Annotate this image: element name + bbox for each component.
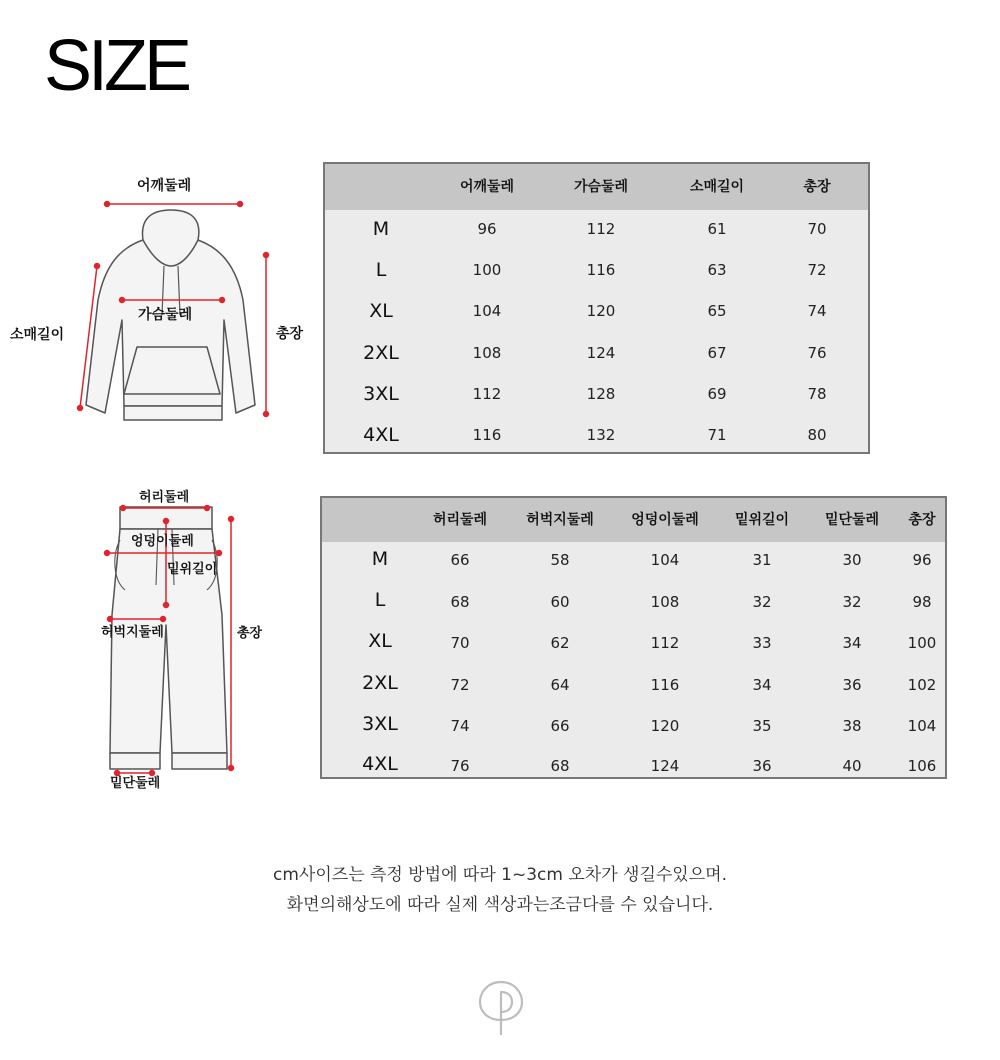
value-cell: 80 bbox=[807, 426, 827, 444]
value-cell: 62 bbox=[550, 634, 570, 652]
value-cell: 32 bbox=[752, 593, 772, 611]
size-label: 4XL bbox=[363, 424, 399, 446]
value-cell: 120 bbox=[650, 717, 680, 735]
value-cell: 74 bbox=[450, 717, 470, 735]
value-cell: 124 bbox=[650, 757, 680, 775]
top-header-shoulder: 어깨둘레 bbox=[459, 179, 515, 195]
gp-monogram-logo-icon bbox=[476, 978, 526, 1036]
size-label: L bbox=[375, 259, 387, 281]
value-cell: 36 bbox=[842, 676, 862, 694]
value-cell: 120 bbox=[586, 302, 616, 320]
bottom-size-table bbox=[320, 496, 947, 779]
size-label: 3XL bbox=[362, 713, 398, 735]
label-hip: 엉덩이둘레 bbox=[131, 534, 194, 549]
value-cell: 98 bbox=[912, 593, 932, 611]
value-cell: 116 bbox=[586, 261, 616, 279]
value-cell: 38 bbox=[842, 717, 862, 735]
bottom-header-thigh: 허벅지둘레 bbox=[526, 512, 594, 528]
value-cell: 100 bbox=[907, 634, 937, 652]
value-cell: 66 bbox=[550, 717, 570, 735]
size-label: 4XL bbox=[362, 753, 398, 775]
value-cell: 112 bbox=[472, 385, 502, 403]
top-header-chest: 가슴둘레 bbox=[573, 179, 629, 195]
hoodie-illustration bbox=[0, 170, 320, 440]
bottom-header-rise: 밑위길이 bbox=[734, 512, 790, 528]
bottom-header-hem: 밑단둘레 bbox=[824, 512, 880, 528]
size-label: 3XL bbox=[363, 383, 399, 405]
value-cell: 64 bbox=[550, 676, 570, 694]
value-cell: 68 bbox=[450, 593, 470, 611]
size-label: L bbox=[374, 589, 386, 611]
value-cell: 128 bbox=[586, 385, 616, 403]
value-cell: 32 bbox=[842, 593, 862, 611]
value-cell: 68 bbox=[550, 757, 570, 775]
label-hem: 밑단둘레 bbox=[110, 776, 161, 791]
value-cell: 96 bbox=[477, 220, 497, 238]
page-title: SIZE bbox=[44, 26, 189, 106]
top-header-length: 총장 bbox=[803, 179, 831, 195]
label-length: 총장 bbox=[237, 626, 263, 641]
value-cell: 76 bbox=[450, 757, 470, 775]
value-cell: 106 bbox=[907, 757, 937, 775]
value-cell: 132 bbox=[586, 426, 616, 444]
value-cell: 40 bbox=[842, 757, 862, 775]
value-cell: 102 bbox=[907, 676, 937, 694]
bottom-header-hip: 엉덩이둘레 bbox=[631, 512, 699, 528]
label-shoulder: 어깨둘레 bbox=[137, 178, 192, 194]
pants-diagram bbox=[0, 485, 320, 805]
value-cell: 70 bbox=[450, 634, 470, 652]
value-cell: 72 bbox=[450, 676, 470, 694]
value-cell: 35 bbox=[752, 717, 772, 735]
value-cell: 65 bbox=[707, 302, 727, 320]
value-cell: 61 bbox=[707, 220, 727, 238]
value-cell: 71 bbox=[707, 426, 727, 444]
value-cell: 67 bbox=[707, 344, 727, 362]
value-cell: 116 bbox=[650, 676, 680, 694]
value-cell: 100 bbox=[472, 261, 502, 279]
top-size-table bbox=[323, 162, 870, 454]
value-cell: 74 bbox=[807, 302, 827, 320]
label-waist: 허리둘레 bbox=[139, 490, 190, 505]
value-cell: 33 bbox=[752, 634, 772, 652]
size-label: XL bbox=[369, 300, 393, 322]
label-chest: 가슴둘레 bbox=[138, 307, 193, 323]
value-cell: 108 bbox=[472, 344, 502, 362]
label-sleeve: 소매길이 bbox=[10, 327, 65, 343]
label-rise: 밑위길이 bbox=[167, 562, 218, 577]
value-cell: 31 bbox=[752, 551, 772, 569]
value-cell: 30 bbox=[842, 551, 862, 569]
value-cell: 104 bbox=[650, 551, 680, 569]
bottom-header-waist: 허리둘레 bbox=[432, 512, 488, 528]
label-thigh: 허벅지둘레 bbox=[101, 625, 164, 640]
bottom-header-length: 총장 bbox=[908, 512, 936, 528]
value-cell: 96 bbox=[912, 551, 932, 569]
value-cell: 104 bbox=[907, 717, 937, 735]
value-cell: 34 bbox=[842, 634, 862, 652]
size-label: 2XL bbox=[362, 672, 398, 694]
value-cell: 108 bbox=[650, 593, 680, 611]
label-length: 총장 bbox=[276, 326, 304, 342]
size-label: 2XL bbox=[363, 342, 399, 364]
value-cell: 112 bbox=[650, 634, 680, 652]
value-cell: 69 bbox=[707, 385, 727, 403]
value-cell: 70 bbox=[807, 220, 827, 238]
value-cell: 66 bbox=[450, 551, 470, 569]
value-cell: 104 bbox=[472, 302, 502, 320]
value-cell: 58 bbox=[550, 551, 570, 569]
size-label: M bbox=[372, 218, 390, 240]
pants-illustration bbox=[0, 485, 320, 805]
value-cell: 76 bbox=[807, 344, 827, 362]
value-cell: 112 bbox=[586, 220, 616, 238]
value-cell: 60 bbox=[550, 593, 570, 611]
note-line-2: 화면의해상도에 따라 실제 색상과는조금다를 수 있습니다. bbox=[286, 895, 714, 915]
value-cell: 34 bbox=[752, 676, 772, 694]
value-cell: 124 bbox=[586, 344, 616, 362]
note-line-1: cm사이즈는 측정 방법에 따라 1~3cm 오차가 생길수있으며. bbox=[273, 865, 727, 885]
value-cell: 116 bbox=[472, 426, 502, 444]
hoodie-diagram bbox=[0, 170, 320, 440]
value-cell: 36 bbox=[752, 757, 772, 775]
value-cell: 63 bbox=[707, 261, 727, 279]
top-header-sleeve: 소매길이 bbox=[689, 179, 745, 195]
value-cell: 78 bbox=[807, 385, 827, 403]
value-cell: 72 bbox=[807, 261, 827, 279]
size-label: XL bbox=[368, 630, 392, 652]
size-label: M bbox=[371, 548, 389, 570]
